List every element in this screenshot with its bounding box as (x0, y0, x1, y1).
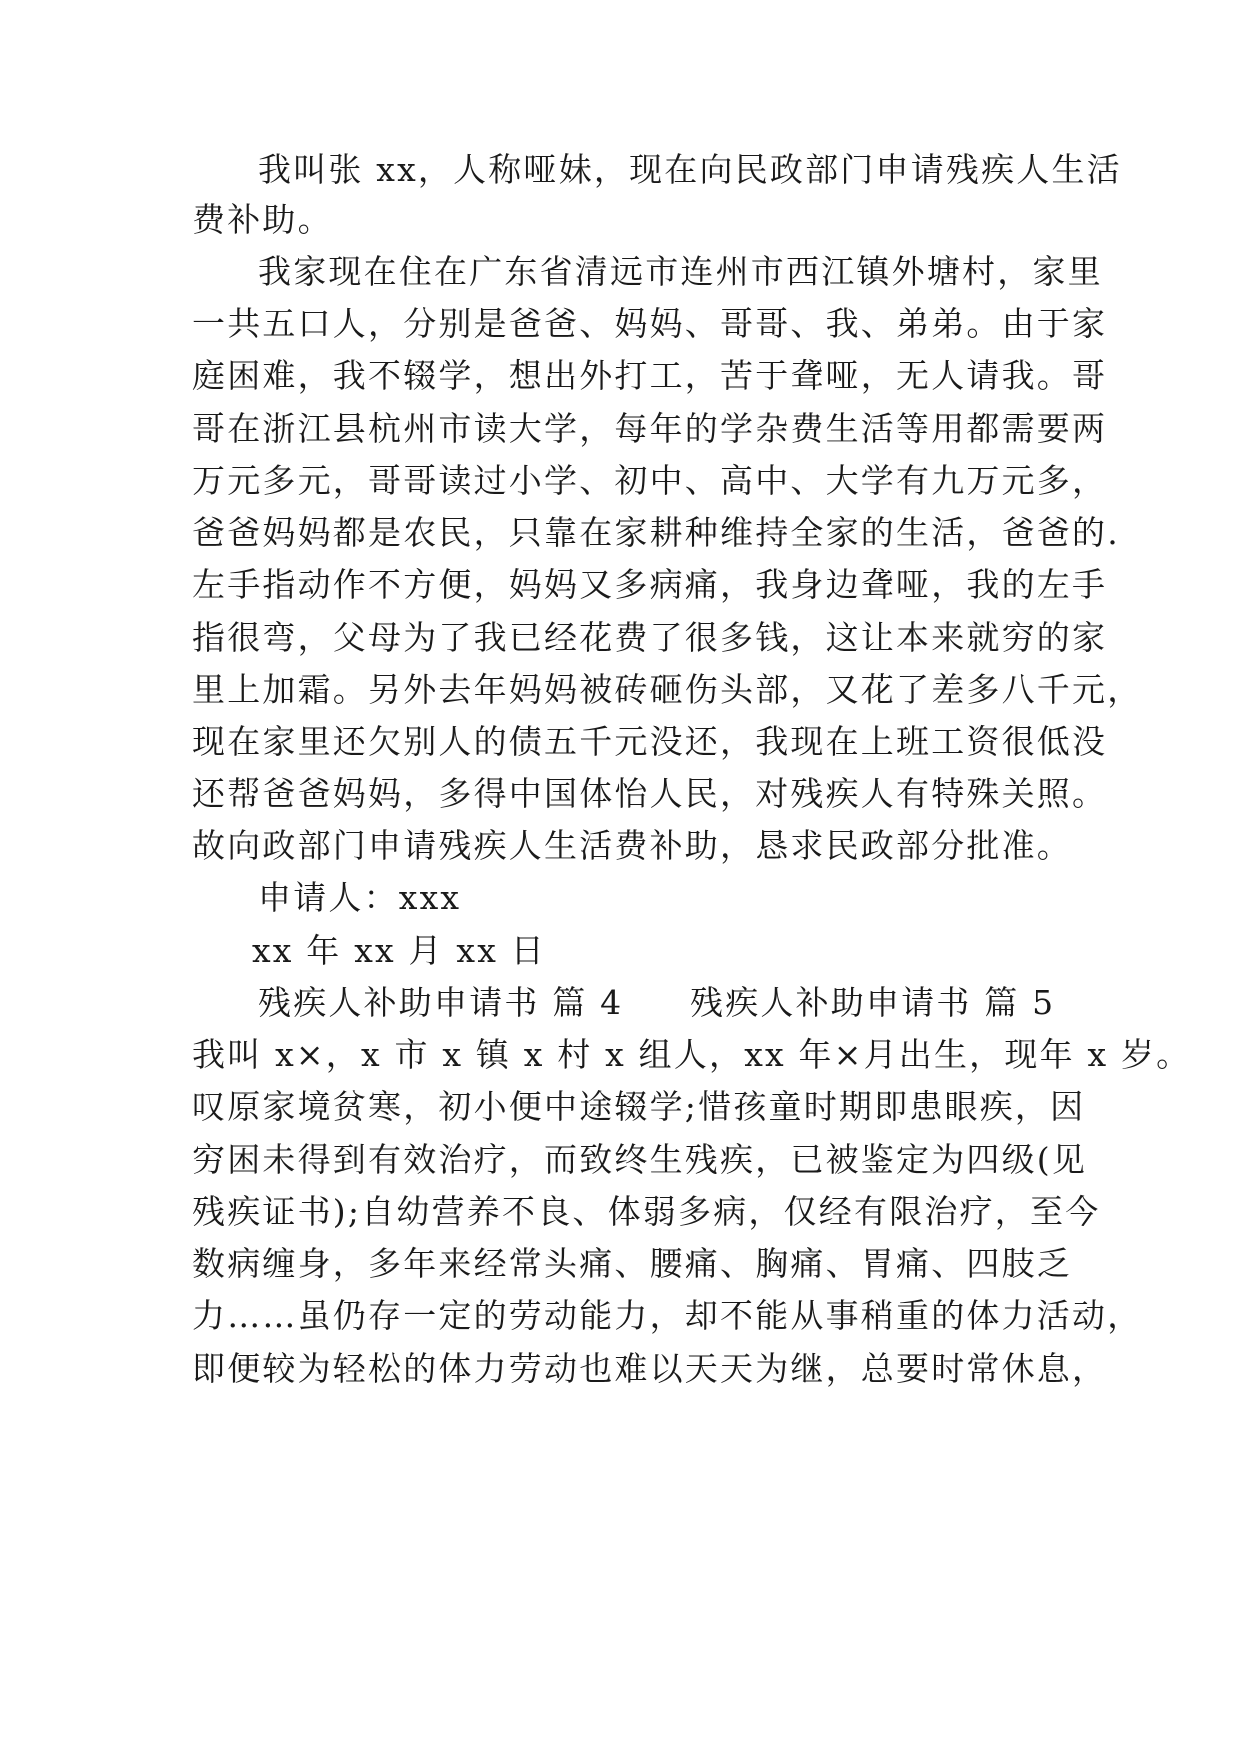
paragraph2-line: 我家现在住在广东省清远市连州市西江镇外塘村，家里 (258, 252, 1103, 291)
heading-part4: 残疾人补助申请书 篇 4 (258, 983, 624, 1022)
applicant-line: 申请人：xxx (258, 878, 462, 917)
paragraph2-line: 还帮爸爸妈妈，多得中国体怡人民，对残疾人有特殊关照。 (192, 774, 1108, 813)
paragraph2-line: 左手指动作不方便，妈妈又多病痛，我身边聋哑，我的左手 (192, 565, 1108, 604)
paragraph1-line: 费补助。 (192, 200, 333, 239)
paragraph2-line: 爸爸妈妈都是农民，只靠在家耕种维持全家的生活，爸爸的. (192, 513, 1120, 552)
paragraph1-line: 我叫张 xx，人称哑妹，现在向民政部门申请残疾人生活 (258, 150, 1122, 189)
paragraph2-line: 庭困难，我不辍学，想出外打工，苦于聋哑，无人请我。哥 (192, 356, 1108, 395)
paragraph2-line: 指很弯，父母为了我已经花费了很多钱，这让本来就穷的家 (192, 618, 1108, 657)
date-line: xx 年 xx 月 xx 日 (252, 931, 546, 970)
paragraph3-line: 力……虽仍存一定的劳动能力，却不能从事稍重的体力活动， (192, 1296, 1143, 1335)
paragraph3-line: 即便较为轻松的体力劳动也难以天天为继，总要时常休息， (192, 1349, 1108, 1388)
paragraph2-line: 现在家里还欠别人的债五千元没还，我现在上班工资很低没 (192, 722, 1108, 761)
paragraph3-line: 残疾证书);自幼营养不良、体弱多病，仅经有限治疗，至今 (192, 1192, 1101, 1231)
paragraph3-line: 我叫 x×，x 市 x 镇 x 村 x 组人，xx 年×月出生，现年 x 岁。 (192, 1035, 1192, 1074)
paragraph3-line: 数病缠身，多年来经常头痛、腰痛、胸痛、胃痛、四肢乏 (192, 1244, 1072, 1283)
paragraph2-line: 故向政部门申请残疾人生活费补助，恳求民政部分批准。 (192, 826, 1072, 865)
heading-part5: 残疾人补助申请书 篇 5 (690, 983, 1056, 1022)
paragraph2-line: 里上加霜。另外去年妈妈被砖砸伤头部，又花了差多八千元， (192, 670, 1143, 709)
paragraph2-line: 一共五口人，分别是爸爸、妈妈、哥哥、我、弟弟。由于家 (192, 304, 1108, 343)
paragraph2-line: 万元多元，哥哥读过小学、初中、高中、大学有九万元多， (192, 461, 1108, 500)
paragraph3-line: 叹原家境贫寒，初小便中途辍学;惜孩童时期即患眼疾，因 (192, 1087, 1086, 1126)
paragraph2-line: 哥在浙江县杭州市读大学，每年的学杂费生活等用都需要两 (192, 409, 1108, 448)
paragraph3-line: 穷困未得到有效治疗，而致终生残疾，已被鉴定为四级(见 (192, 1140, 1088, 1179)
